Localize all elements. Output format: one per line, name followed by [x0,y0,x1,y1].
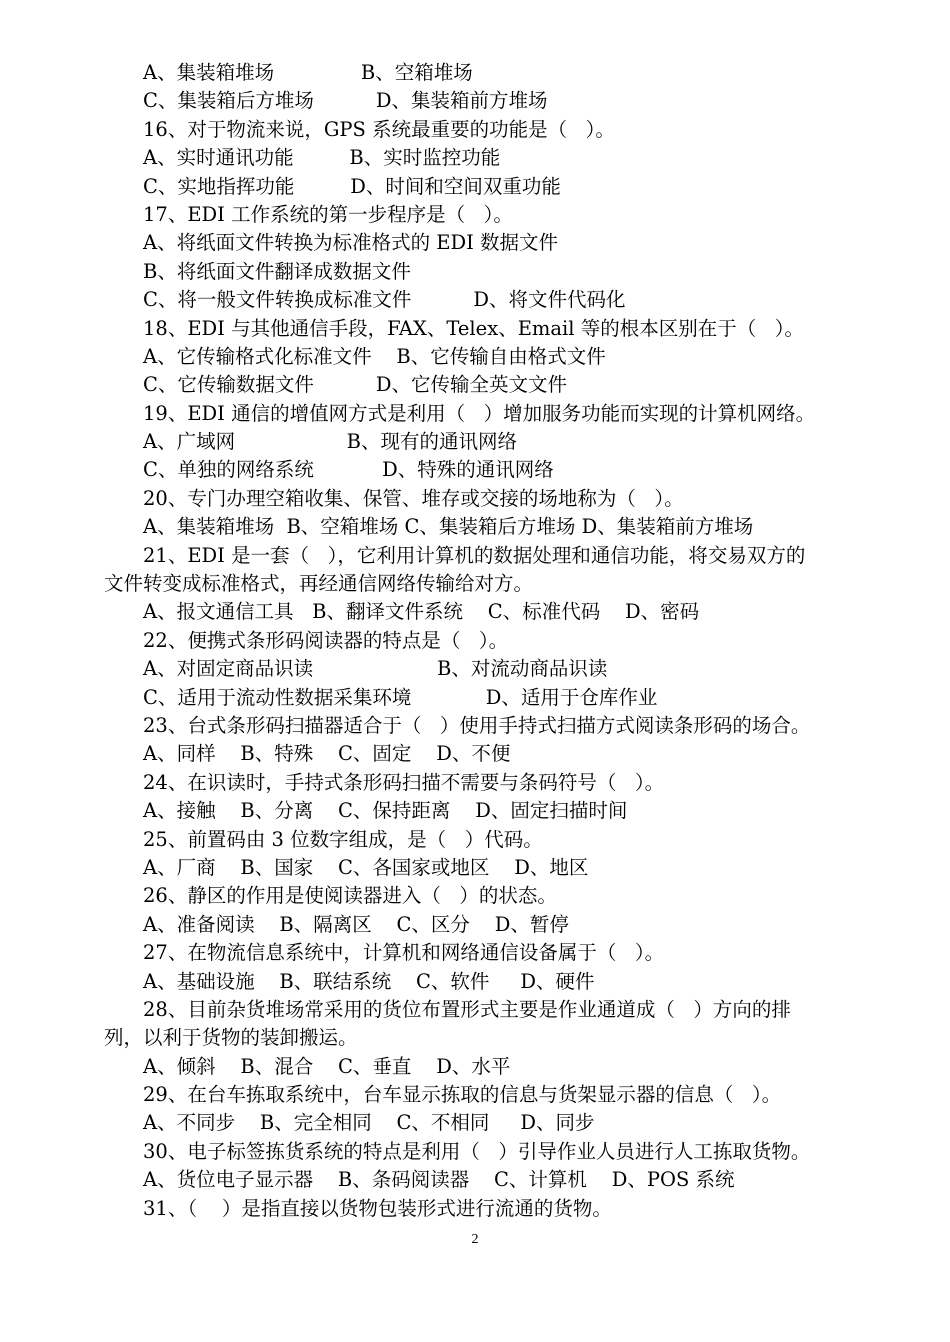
option-line: A、同样 B、特殊 C、固定 D、不便 [143,742,511,766]
question-18: 18、EDI 与其他通信手段，FAX、Telex、Email 等的根本区别在于（ ）。 [143,316,805,340]
question-30: 30、电子标签拣货系统的特点是利用（ ）引导作业人员进行人工拣取货物。 [143,1139,811,1163]
question-16: 16、对于物流来说，GPS 系统最重要的功能是（ ）。 [143,117,615,141]
option-line: A、接触 B、分离 C、保持距离 D、固定扫描时间 [143,799,628,823]
option-line: A、基础设施 B、联结系统 C、软件 D、硬件 [143,969,595,993]
question-21-continued: 文件转变成标准格式，再经通信网络传输给对方。 [104,572,534,596]
option-line: A、不同步 B、完全相同 C、不相同 D、同步 [143,1111,595,1135]
option-line: C、实地指挥功能 D、时间和空间双重功能 [143,174,561,198]
option-line: A、准备阅读 B、隔离区 C、区分 D、暂停 [143,912,569,936]
question-26: 26、静区的作用是使阅读器进入（ ）的状态。 [143,884,557,908]
option-line: A、报文通信工具 B、翻译文件系统 C、标准代码 D、密码 [143,600,700,624]
option-line: C、将一般文件转换成标准文件 D、将文件代码化 [143,288,626,312]
question-17: 17、EDI 工作系统的第一步程序是（ ）。 [143,202,513,226]
document-body [0,59,950,1223]
option-line: A、倾斜 B、混合 C、垂直 D、水平 [143,1054,511,1078]
option-line: C、它传输数据文件 D、它传输全英文文件 [143,373,568,397]
question-23: 23、台式条形码扫描器适合于（ ）使用手持式扫描方式阅读条形码的场合。 [143,713,811,737]
option-line: A、货位电子显示器 B、条码阅读器 C、计算机 D、POS 系统 [143,1168,735,1192]
option-line: A、广域网 B、现有的通讯网络 [143,430,517,454]
option-line: B、将纸面文件翻译成数据文件 [143,259,411,283]
option-line: A、集装箱堆场 B、空箱堆场 C、集装箱后方堆场 D、集装箱前方堆场 [143,515,754,539]
question-25: 25、前置码由 3 位数字组成，是（ ）代码。 [143,827,543,851]
option-line: A、厂商 B、国家 C、各国家或地区 D、地区 [143,855,589,879]
option-line: C、单独的网络系统 D、特殊的通讯网络 [143,458,554,482]
question-24: 24、在识读时，手持式条形码扫描不需要与条码符号（ ）。 [143,770,665,794]
question-21: 21、EDI 是一套（ ），它利用计算机的数据处理和通信功能，将交易双方的 [143,543,806,567]
option-line: C、集装箱后方堆场 D、集装箱前方堆场 [143,89,548,113]
question-19: 19、EDI 通信的增值网方式是利用（ ）增加服务功能而实现的计算机网络。 [143,401,816,425]
question-20: 20、专门办理空箱收集、保管、堆存或交接的场地称为（ ）。 [143,486,684,510]
option-line: A、它传输格式化标准文件 B、它传输自由格式文件 [143,344,606,368]
option-line: A、对固定商品识读 B、对流动商品识读 [143,657,608,681]
question-22: 22、便携式条形码阅读器的特点是（ ）。 [143,628,509,652]
question-28: 28、目前杂货堆场常采用的货位布置形式主要是作业通道成（ ）方向的排 [143,997,791,1021]
option-line: A、集装箱堆场 B、空箱堆场 [143,61,473,84]
option-line: C、适用于流动性数据采集环境 D、适用于仓库作业 [143,685,658,709]
question-29: 29、在台车拣取系统中，台车显示拣取的信息与货架显示器的信息（ ）。 [143,1083,782,1107]
option-line: A、将纸面文件转换为标准格式的 EDI 数据文件 [143,231,559,255]
page-number: 2 [471,1232,479,1247]
question-28-continued: 列，以利于货物的装卸搬运。 [104,1026,358,1050]
question-27: 27、在物流信息系统中，计算机和网络通信设备属于（ ）。 [143,941,665,965]
option-line: A、实时通讯功能 B、实时监控功能 [143,146,501,170]
question-31: 31、（ ）是指直接以货物包装形式进行流通的货物。 [143,1196,612,1220]
